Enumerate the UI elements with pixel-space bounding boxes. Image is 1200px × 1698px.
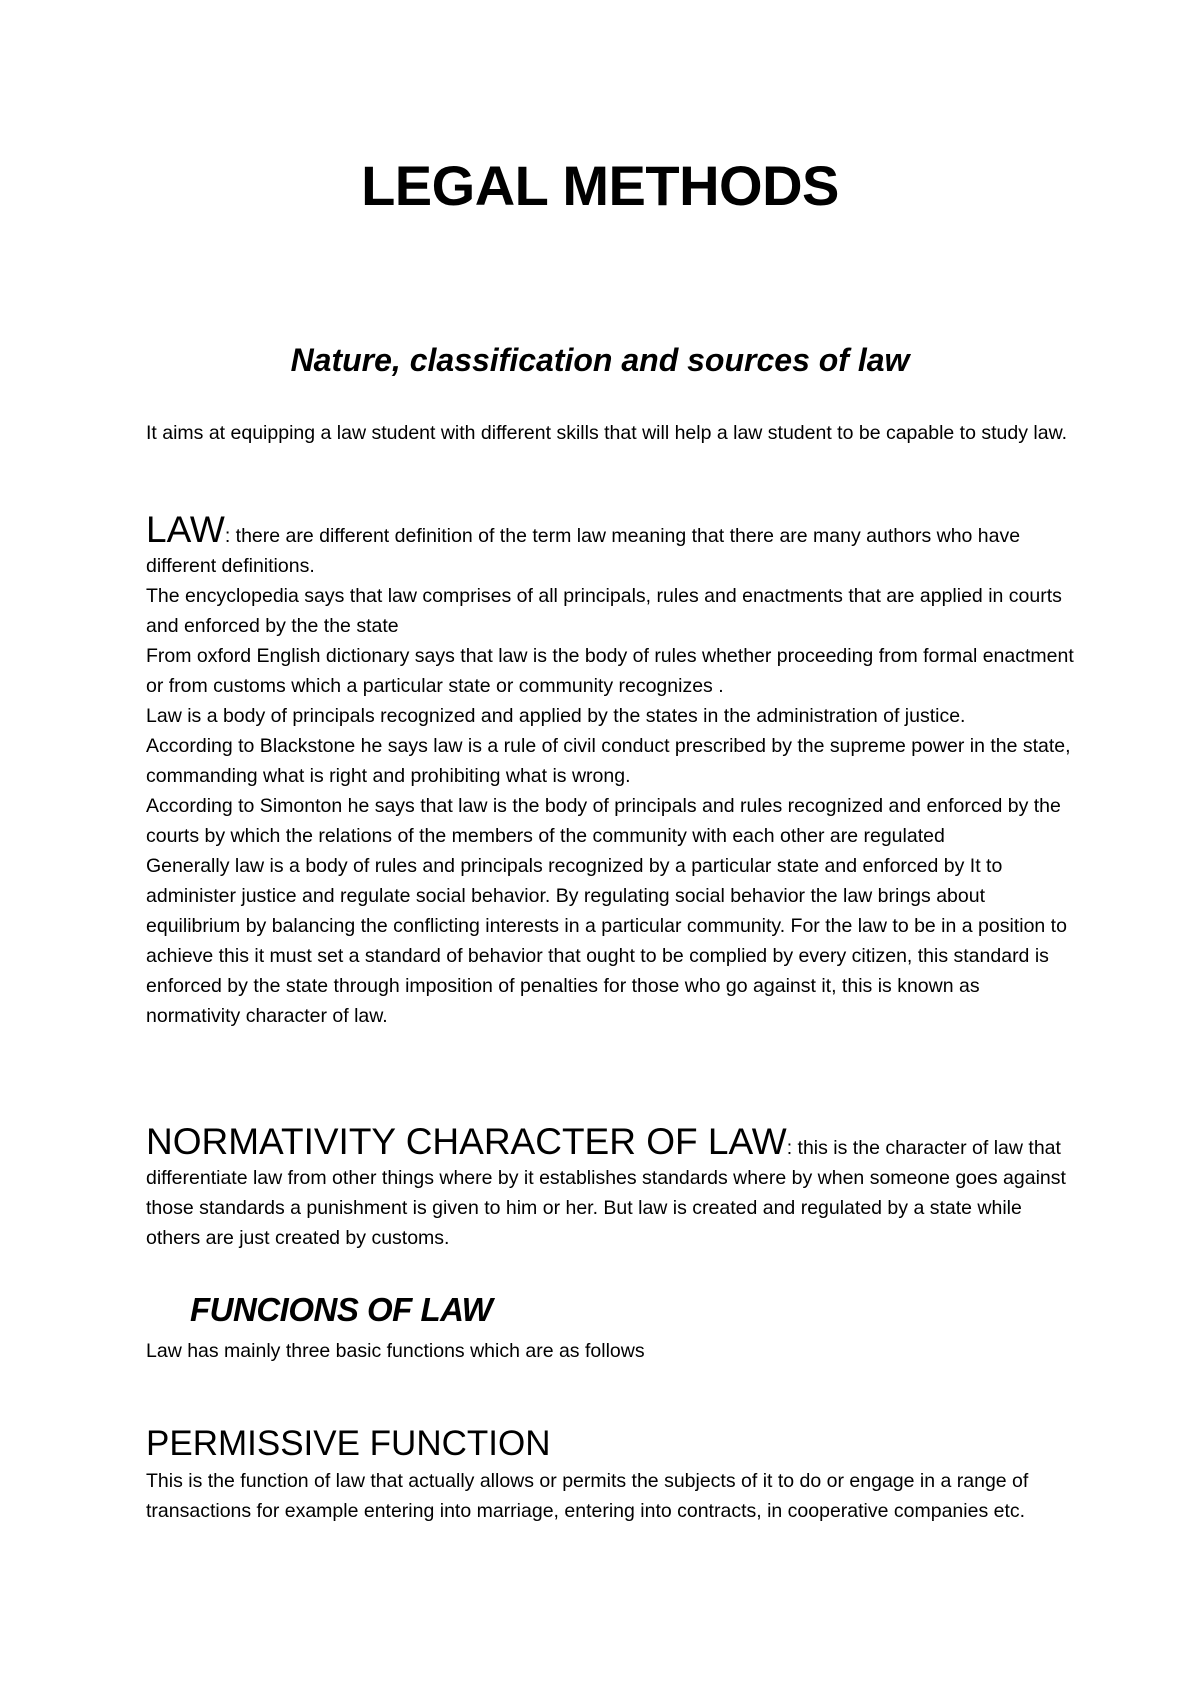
law-definition-text: there are different definition of the term law meaning that there are many authors who have different definitions. bbox=[146, 525, 1021, 577]
law-paragraph-administration: Law is a body of principals recognized and applied by the states in the administration of justice. bbox=[146, 705, 966, 727]
functions-heading: FUNCIONS OF LAW bbox=[190, 1291, 493, 1328]
normativity-heading: NORMATIVITY CHARACTER OF LAW bbox=[146, 1121, 787, 1162]
law-heading-suffix: : bbox=[224, 525, 236, 547]
normativity-heading-suffix: : bbox=[786, 1137, 798, 1159]
law-paragraph-simonton: According to Simonton he says that law is the body of principals and rules recognized and enforced by the courts by which the relations of the members of the community with each other are regulated bbox=[146, 795, 1061, 847]
permissive-function-body bbox=[146, 1466, 1076, 1526]
law-section bbox=[146, 510, 1076, 1031]
intro-paragraph bbox=[146, 418, 1076, 448]
functions-intro bbox=[146, 1336, 1076, 1366]
normativity-text: this is the character of law that differentiate law from other things where by it establishes standards where by when someone goes against those standards a punishment is given to him or her. But law is created and regulated by a state while others are just created by customs. bbox=[146, 1137, 1066, 1249]
law-definition-paragraph bbox=[146, 510, 1076, 581]
document-subtitle: Nature, classification and sources of law bbox=[290, 342, 910, 378]
normativity-section bbox=[146, 1122, 1076, 1253]
law-paragraph-general: Generally law is a body of rules and principals recognized by a particular state and enforced by It to administer justice and regulate social behavior. By regulating social behavior the law brings about equilibrium by balancing the conflicting interests in a particular community. For the law to be in a position to achieve this it must set a standard of behavior that ought to be complied by every citizen, this standard is enforced by the state through imposition of penalties for those who go against it, this is known as normativity character of law. bbox=[146, 855, 1067, 1027]
intro-text: It aims at equipping a law student with different skills that will help a law student to be capable to study law. bbox=[146, 422, 1067, 444]
law-paragraph-oxford: From oxford English dictionary says that law is the body of rules whether proceeding from formal enactment or from customs which a particular state or community recognizes . bbox=[146, 645, 1074, 697]
law-paragraph-blackstone: According to Blackstone he says law is a rule of civil conduct prescribed by the supreme power in the state, commanding what is right and prohibiting what is wrong. bbox=[146, 735, 1071, 787]
permissive-function-heading: PERMISSIVE FUNCTION bbox=[146, 1424, 551, 1463]
law-heading: LAW bbox=[146, 509, 225, 550]
law-paragraph-encyclopedia: The encyclopedia says that law comprises of all principals, rules and enactments that are applied in courts and enforced by the the state bbox=[146, 585, 1062, 637]
normativity-paragraph bbox=[146, 1122, 1076, 1253]
functions-intro-text: Law has mainly three basic functions which are as follows bbox=[146, 1340, 645, 1362]
permissive-function-text: This is the function of law that actually allows or permits the subjects of it to do or engage in a range of transactions for example entering into marriage, entering into contracts, in cooperative companies etc. bbox=[146, 1470, 1029, 1522]
document-title: LEGAL METHODS bbox=[361, 154, 839, 217]
